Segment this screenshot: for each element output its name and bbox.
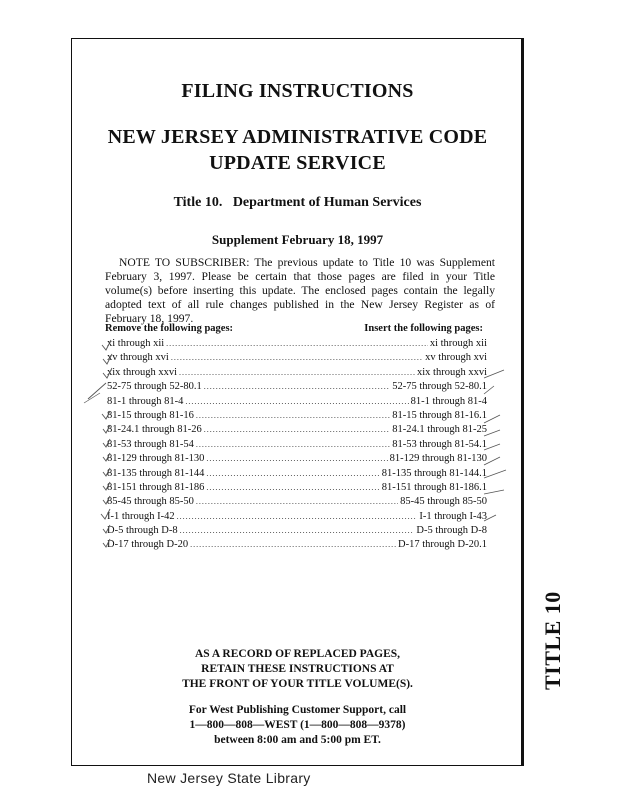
list-item	[107, 351, 487, 365]
department-heading: Title 10. Department of Human Services	[173, 195, 422, 210]
insert-range: 81-129 through 81-130	[389, 453, 487, 465]
leader-dots	[204, 380, 390, 394]
list-item	[107, 380, 487, 394]
customer-support	[71, 703, 524, 748]
insert-range: 81-135 through 81-144.1	[381, 467, 487, 479]
leader-dots	[206, 467, 379, 481]
leader-dots	[196, 438, 390, 452]
record-line: AS A RECORD OF REPLACED PAGES,	[194, 648, 401, 660]
insert-range: I-1 through I-43	[419, 510, 487, 522]
record-line: THE FRONT OF YOUR TITLE VOLUME(S).	[182, 678, 413, 690]
remove-range: 81-53 through 81-54	[107, 438, 194, 450]
support-line: For West Publishing Customer Support, call	[188, 704, 407, 716]
code-title-line2: UPDATE SERVICE	[209, 152, 386, 174]
support-hours: between 8:00 am and 5:00 pm ET.	[214, 734, 381, 746]
checkmark-icon	[76, 333, 156, 563]
insert-range: 81-1 through 81-4	[410, 395, 487, 407]
leader-dots	[190, 538, 396, 552]
insert-range: D-17 through D-20.1	[398, 539, 487, 551]
remove-range: 81-15 through 81-16	[107, 409, 194, 421]
remove-range: 81-151 through 81-186	[107, 481, 205, 493]
list-item	[107, 538, 487, 552]
list-item	[107, 366, 487, 380]
remove-range: 81-129 through 81-130	[107, 453, 205, 465]
insert-range: D-5 through D-8	[416, 525, 487, 537]
list-item	[107, 395, 487, 409]
list-item	[107, 452, 487, 466]
remove-range: D-5 through D-8	[107, 525, 178, 537]
leader-dots	[196, 409, 390, 423]
document-title: FILING INSTRUCTIONS	[181, 80, 414, 102]
insert-column-heading: Insert the following pages:	[364, 323, 483, 334]
subscriber-note: NOTE TO SUBSCRIBER: The previous update to Title 10 was Supplement February 3, 1997. Please be certain that those pages are filed in your Title volume(s) before inserting this update. The enclosed pages contain the legally adopted text of all rule changes published in the New Jersey Register as of February 18, 1997.	[105, 256, 495, 325]
remove-column-heading: Remove the following pages:	[105, 323, 234, 334]
list-item	[107, 423, 487, 437]
insert-range: 81-15 through 81-16.1	[392, 409, 487, 421]
leader-dots	[177, 510, 418, 524]
page-list	[107, 337, 487, 553]
remove-range: D-17 through D-20	[107, 539, 189, 551]
insert-range: 52-75 through 52-80.1	[392, 381, 487, 393]
remove-range: 81-24.1 through 81-26	[107, 424, 202, 436]
support-phone: 1—800—808—WEST (1—800—808—9378)	[189, 719, 406, 731]
list-item	[107, 524, 487, 538]
remove-range: 85-45 through 85-50	[107, 496, 194, 508]
leader-dots	[179, 366, 415, 380]
remove-range: I-1 through I-42	[107, 510, 175, 522]
remove-range: xi through xii	[107, 338, 165, 349]
supplement-date: Supplement February 18, 1997	[211, 232, 384, 247]
remove-range: 52-75 through 52-80.1	[107, 381, 202, 393]
leader-dots	[206, 452, 387, 466]
insert-range: 81-24.1 through 81-25	[392, 424, 487, 436]
list-item	[107, 467, 487, 481]
remove-range: 81-1 through 81-4	[107, 395, 184, 407]
list-item	[107, 409, 487, 423]
remove-range: 81-135 through 81-144	[107, 467, 205, 479]
leader-dots	[166, 337, 428, 351]
list-item	[107, 438, 487, 452]
leader-dots	[171, 351, 423, 365]
list-item	[107, 495, 487, 509]
record-instructions	[71, 647, 524, 692]
remove-range: xv through xvi	[107, 352, 169, 364]
list-item	[107, 337, 487, 351]
insert-range: 81-53 through 81-54.1	[392, 438, 487, 450]
insert-range: 85-45 through 85-50	[400, 496, 487, 508]
insert-range: xi through xii	[429, 338, 487, 349]
title-tab: TITLE 10	[540, 591, 565, 690]
leader-dots	[185, 395, 408, 409]
library-stamp: New Jersey State Library	[147, 770, 311, 786]
list-item	[107, 510, 487, 524]
insert-range: xix through xxvi	[417, 366, 487, 378]
insert-range: 81-151 through 81-186.1	[381, 481, 487, 493]
list-item	[107, 481, 487, 495]
leader-dots	[196, 495, 398, 509]
leader-dots	[180, 524, 415, 538]
code-title-line1: NEW JERSEY ADMINISTRATIVE CODE	[107, 126, 488, 148]
record-line: RETAIN THESE INSTRUCTIONS AT	[201, 663, 394, 675]
remove-range: xix through xxvi	[107, 366, 177, 378]
checkmark-icon	[482, 368, 522, 538]
leader-dots	[206, 481, 379, 495]
leader-dots	[204, 423, 390, 437]
insert-range: xv through xvi	[425, 352, 487, 364]
